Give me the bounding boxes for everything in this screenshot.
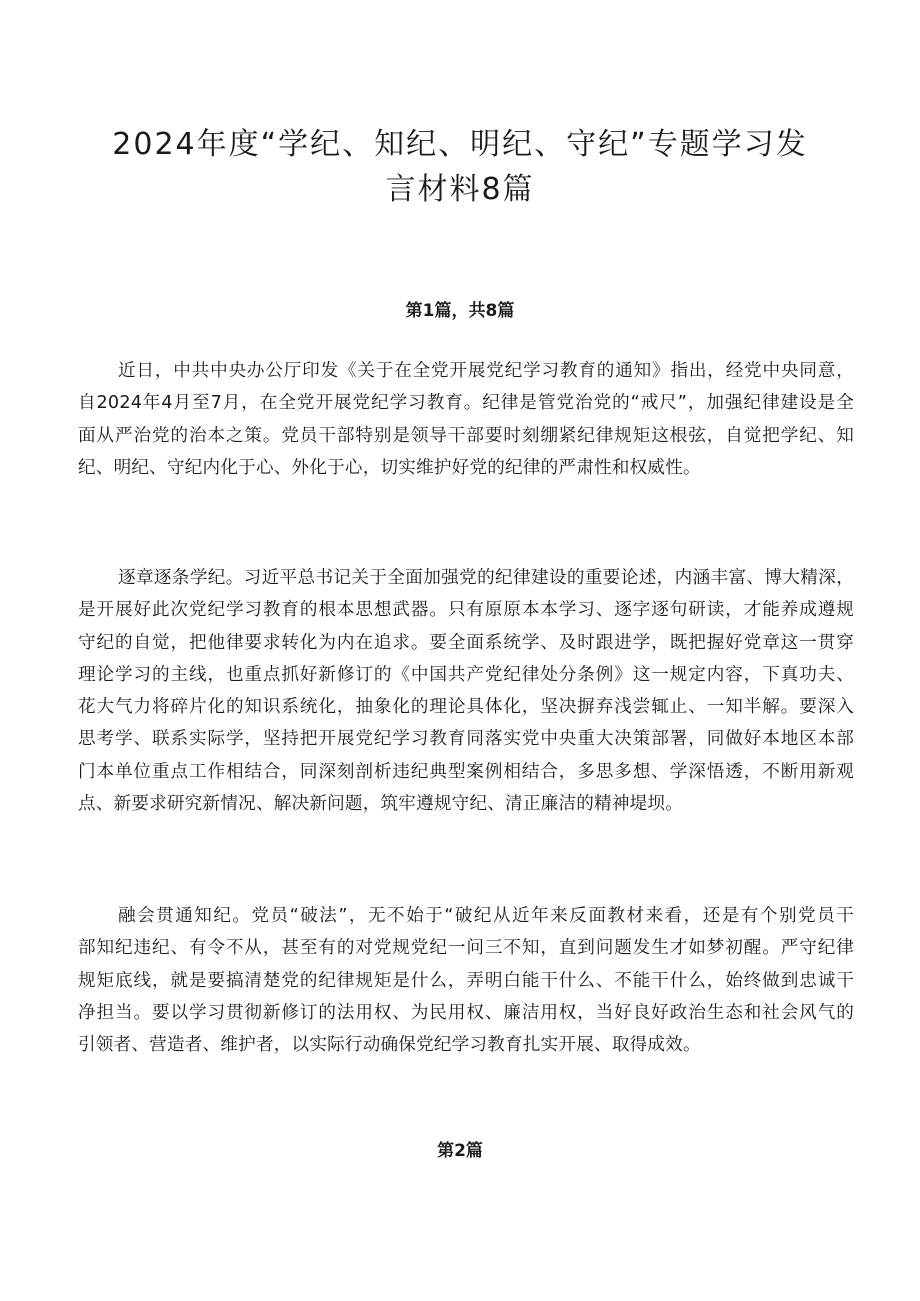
paragraph-line: 是开展好此次党纪学习教育的根本思想武器。只有原原本本学习、逐字逐句研读，才能养成遵规 xyxy=(78,600,854,621)
paragraph-1 xyxy=(78,355,854,484)
paragraph-line: 门本单位重点工作相结合，同深刻剖析违纪典型案例相结合，多思多想、学深悟透，不断用新观 xyxy=(78,761,854,782)
section-heading-1: 第1篇，共8篇 xyxy=(405,301,515,321)
paragraph-line: 理论学习的主线，也重点抓好新修订的《中国共产党纪律处分条例》这一规定内容，下真功夫、 xyxy=(78,664,854,685)
paragraph-line: 纪、明纪、守纪内化于心、外化于心，切实维护好党的纪律的严肃性和权威性。 xyxy=(78,457,701,478)
paragraph-line: 花大气力将碎片化的知识系统化，抽象化的理论具体化，坚决摒弃浅尝辄止、一知半解。要深入 xyxy=(78,697,854,718)
section-heading-2: 第2篇 xyxy=(437,1141,483,1161)
paragraph-line: 引领者、营造者、维护者，以实际行动确保党纪学习教育扎实开展、取得成效。 xyxy=(78,1035,701,1056)
paragraph-line: 近日，中共中央办公厅印发《关于在全党开展党纪学习教育的通知》指出，经党中央同意， xyxy=(118,361,854,381)
title-line-2: 言材料8篇 xyxy=(385,172,535,207)
paragraph-line: 规矩底线，就是要搞清楚党的纪律规矩是什么，弄明白能干什么、不能干什么，始终做到忠诚干 xyxy=(78,970,854,991)
paragraph-line: 融会贯通知纪。党员“破法”，无不始于“破纪从近年来反面教材来看，还是有个别党员干 xyxy=(118,906,854,926)
paragraph-2 xyxy=(78,562,854,820)
paragraph-line: 部知纪违纪、有令不从，甚至有的对党规党纪一问三不知，直到问题发生才如梦初醒。严守纪律 xyxy=(78,938,854,959)
title-line-1: 2024年度“学纪、知纪、明纪、守纪”专题学习发 xyxy=(112,127,808,162)
paragraph-line: 守纪的自觉，把他律要求转化为内在追求。要全面系统学、及时跟进学，既把握好党章这一贯穿 xyxy=(78,632,854,653)
paragraph-line: 面从严治党的治本之策。党员干部特别是领导干部要时刻绷紧纪律规矩这根弦，自觉把学纪、知 xyxy=(78,425,854,446)
paragraph-line: 点、新要求研究新情况、解决新问题，筑牢遵规守纪、清正廉洁的精神堤坝。 xyxy=(78,794,683,815)
paragraph-3 xyxy=(78,900,854,1061)
paragraph-line: 自2024年4月至7月，在全党开展党纪学习教育。纪律是管党治党的“戒尺”，加强纪律建设是全 xyxy=(78,393,854,414)
paragraph-line: 思考学、联系实际学，坚持把开展党纪学习教育同落实党中央重大决策部署，同做好本地区本部 xyxy=(78,729,854,750)
paragraph-line: 逐章逐条学纪。习近平总书记关于全面加强党的纪律建设的重要论述，内涵丰富、博大精深， xyxy=(118,568,854,588)
document-title xyxy=(90,122,830,212)
paragraph-line: 净担当。要以学习贯彻新修订的法用权、为民用权、廉洁用权，当好良好政治生态和社会风气的 xyxy=(78,1002,854,1023)
